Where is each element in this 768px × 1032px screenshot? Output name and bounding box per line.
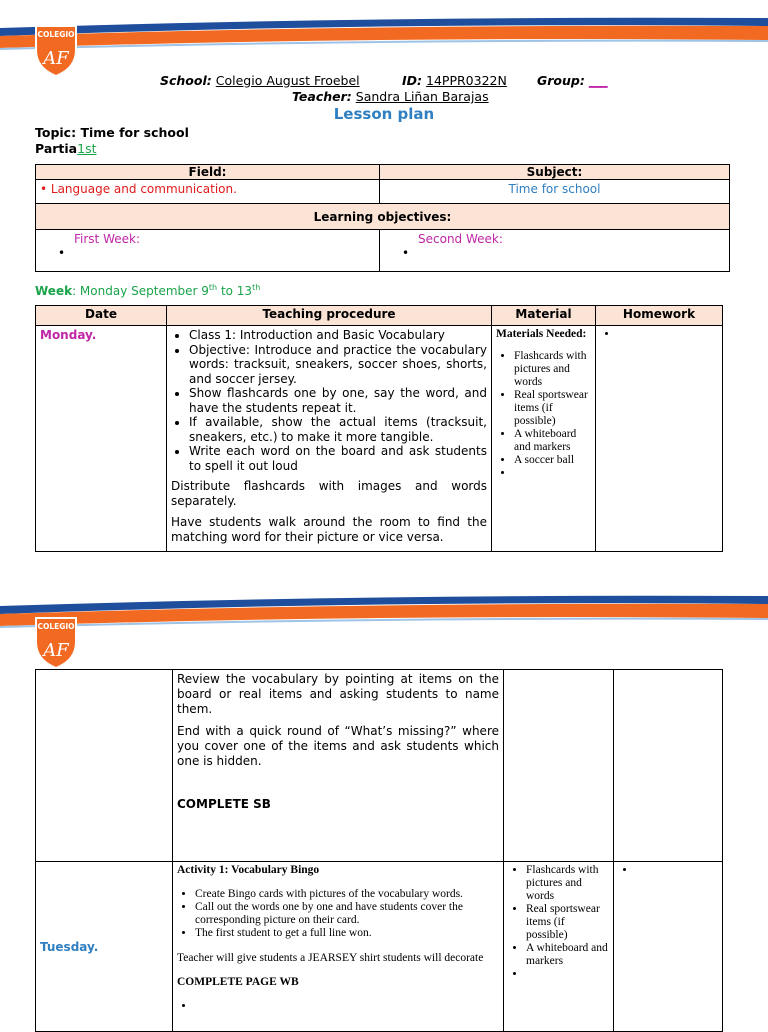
tuesday-date-cell bbox=[36, 862, 173, 1032]
tuesday-procedure bbox=[173, 862, 504, 1032]
id-line bbox=[402, 73, 507, 88]
monday-step: • Objective: Introduce and practice the vocabulary words: tracksuit, sneakers, soccer shoes, shorts, and soccer jersey. bbox=[189, 343, 487, 387]
homework-item bbox=[636, 864, 718, 877]
week-start: : Monday September 9 bbox=[72, 284, 209, 298]
id-label: ID: bbox=[402, 73, 423, 88]
monday-cont-paragraph: End with a quick round of “What’s missing?” where you cover one of the items and ask students which one is hidden. bbox=[177, 724, 499, 768]
header-banner bbox=[0, 14, 768, 74]
monday-day: Monday. bbox=[40, 328, 97, 342]
material-item: • Real sportswear items (if possible) bbox=[514, 389, 591, 428]
tuesday-note: Teacher will give students a JEARSEY shirt students will decorate bbox=[177, 952, 484, 964]
logo-text: COLEGIO bbox=[37, 30, 75, 39]
first-week-bullet: • bbox=[58, 246, 66, 260]
homework-header: Homework bbox=[596, 306, 723, 326]
teacher-label: Teacher: bbox=[292, 89, 352, 104]
plan-table-continued bbox=[35, 669, 723, 1032]
partial-line bbox=[35, 141, 97, 156]
tuesday-day: Tuesday. bbox=[40, 939, 99, 954]
monday-step: • If available, show the actual items (tracksuit, sneakers, etc.) to make it more tangible. bbox=[189, 415, 487, 444]
monday-procedure bbox=[167, 326, 492, 552]
subject-header: Subject: bbox=[380, 165, 730, 180]
monday-homework bbox=[596, 326, 723, 552]
group-value: ___ bbox=[588, 73, 608, 88]
material-item: • A whiteboard and markers bbox=[526, 942, 609, 968]
materials-title: Materials Needed: bbox=[496, 328, 587, 340]
school-name: Colegio August Froebel bbox=[215, 73, 360, 88]
week-sup-1: th bbox=[208, 283, 218, 292]
teacher-name: Sandra Liñan Barajas bbox=[355, 89, 489, 104]
tuesday-step: • Create Bingo cards with pictures of the vocabulary words. bbox=[195, 888, 499, 901]
subject-value: Time for school bbox=[380, 180, 730, 204]
field-value: • Language and communication. bbox=[36, 180, 380, 204]
school-label: School: bbox=[160, 73, 212, 88]
school-logo bbox=[32, 20, 80, 78]
material-item bbox=[526, 968, 609, 981]
monday-cont-material bbox=[504, 670, 614, 862]
material-header: Material bbox=[492, 306, 596, 326]
teacher-line bbox=[292, 89, 489, 104]
tuesday-homework bbox=[614, 862, 723, 1032]
material-item: • Flashcards with pictures and words bbox=[514, 350, 591, 389]
week-sup-2: th bbox=[252, 283, 261, 292]
logo-mark: AF bbox=[43, 640, 69, 661]
tuesday-materials bbox=[504, 862, 614, 1032]
monday-paragraph: Have students walk around the room to find the matching word for their picture or vice versa. bbox=[171, 515, 487, 544]
monday-cont-date-cell bbox=[36, 670, 173, 862]
material-item: • Real sportswear items (if possible) bbox=[526, 903, 609, 942]
material-item: • A soccer ball bbox=[514, 454, 591, 467]
material-item bbox=[514, 467, 591, 480]
complete-wb: COMPLETE PAGE WB bbox=[177, 976, 299, 988]
procedure-header: Teaching procedure bbox=[167, 306, 492, 326]
material-item: • A whiteboard and markers bbox=[514, 428, 591, 454]
school-line bbox=[160, 73, 360, 88]
activity-title: Activity 1: Vocabulary Bingo bbox=[177, 864, 320, 876]
id-value: 14PPR0322N bbox=[426, 73, 507, 88]
plan-table bbox=[35, 305, 723, 552]
week-line bbox=[35, 283, 260, 298]
monday-date-cell bbox=[36, 326, 167, 552]
first-week-cell bbox=[36, 230, 380, 272]
partial-value: 1st bbox=[77, 141, 97, 156]
date-header: Date bbox=[36, 306, 167, 326]
logo-mark: AF bbox=[43, 48, 69, 69]
week-label: Week bbox=[35, 284, 73, 298]
second-week-cell bbox=[380, 230, 730, 272]
week-end: to 13 bbox=[217, 284, 253, 298]
tuesday-step: • The first student to get a full line won. bbox=[195, 927, 499, 940]
monday-materials bbox=[492, 326, 596, 552]
group-label: Group: bbox=[537, 73, 585, 88]
second-week-label: Second Week: bbox=[418, 232, 503, 246]
tuesday-trailing-bullet bbox=[195, 1000, 499, 1013]
header-banner bbox=[0, 592, 768, 652]
homework-item bbox=[618, 328, 718, 341]
partial-label: Partia bbox=[35, 141, 78, 156]
monday-cont-procedure bbox=[173, 670, 504, 862]
school-logo bbox=[32, 612, 80, 670]
logo-text: COLEGIO bbox=[37, 622, 75, 631]
monday-cont-homework bbox=[614, 670, 723, 862]
group-line bbox=[537, 73, 608, 88]
tuesday-step: • Call out the words one by one and have students cover the corresponding picture on their card. bbox=[195, 901, 499, 927]
first-week-label: First Week: bbox=[74, 232, 140, 246]
monday-paragraph: Distribute flashcards with images and words separately. bbox=[171, 479, 487, 508]
second-week-bullet: • bbox=[402, 246, 410, 260]
topic-label: Topic: Time for school bbox=[35, 125, 189, 140]
material-item: • Flashcards with pictures and words bbox=[526, 864, 609, 903]
field-header: Field: bbox=[36, 165, 380, 180]
objectives-header: Learning objectives: bbox=[36, 204, 730, 230]
monday-step: • Class 1: Introduction and Basic Vocabulary bbox=[189, 328, 487, 343]
page-title: Lesson plan bbox=[333, 105, 435, 123]
info-table bbox=[35, 164, 730, 272]
monday-step: • Show flashcards one by one, say the word, and have the students repeat it. bbox=[189, 386, 487, 415]
monday-step: • Write each word on the board and ask students to spell it out loud bbox=[189, 444, 487, 473]
monday-cont-paragraph: Review the vocabulary by pointing at items on the board or real items and asking students to name them. bbox=[177, 672, 499, 716]
complete-sb: COMPLETE SB bbox=[177, 797, 271, 811]
